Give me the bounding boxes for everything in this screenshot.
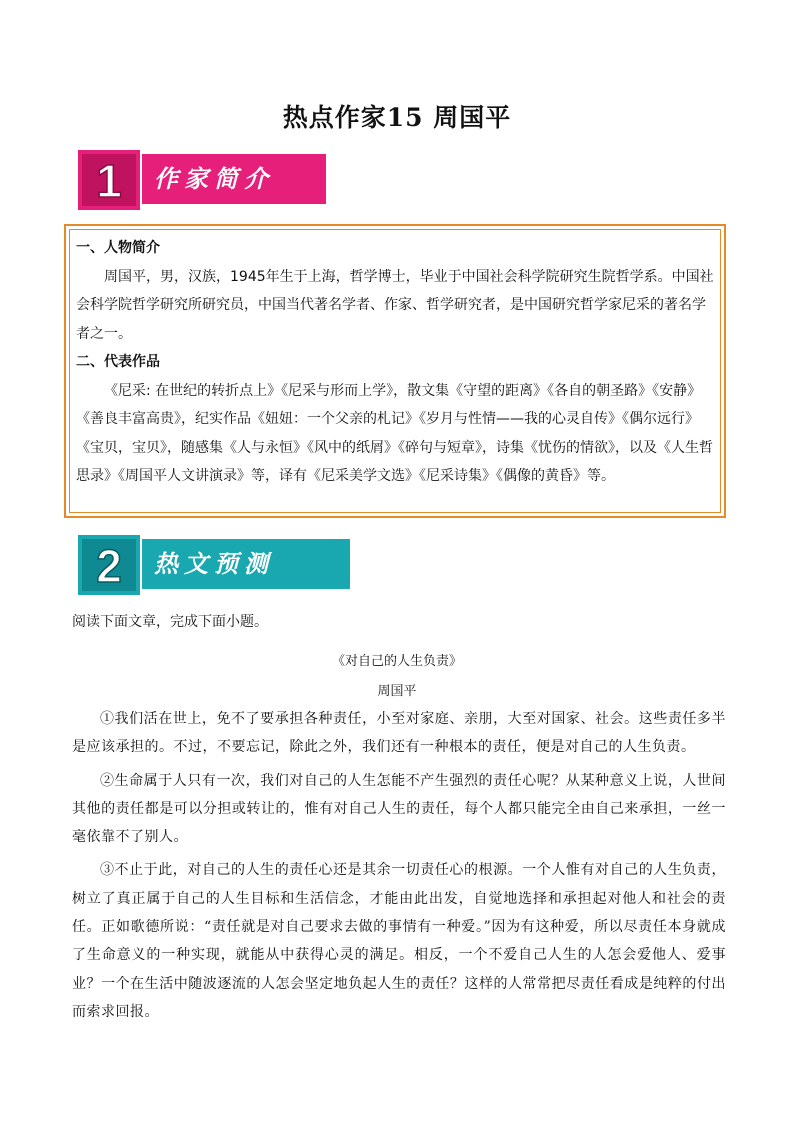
page-title: 热点作家15 周国平: [282, 103, 512, 132]
article-paragraph: ②生命属于人只有一次，我们对自己的人生怎能不产生强烈的责任心呢？从某种意义上说，人世间其他的责任都是可以分担或转让的，惟有对自己人生的责任，每个人都只能完全由自己来承担，一丝一毫依靠不了别人。: [72, 772, 726, 846]
article-paragraph: ①我们活在世上，免不了要承担各种责任，小至对家庭、亲朋，大至对国家、社会。这些责任多半是应该承担的。不过，不要忘记，除此之外，我们还有一种根本的责任，便是对自己的人生负责。: [72, 711, 726, 756]
reading-instruction: 阅读下面文章，完成下面小题。: [72, 614, 268, 630]
article-body: [72, 705, 726, 1031]
section-label: 作家简介: [142, 154, 326, 204]
number-2-badge-icon: [78, 535, 140, 595]
works-list: 《尼采: 在世纪的转折点上》《尼采与形而上学》，散文集《守望的距离》《各自的朝圣路》《安静》《善良丰富高贵》，纪实作品《妞妞：一个父亲的札记》《岁月与性情——我的心灵自传》《偶尔远行》《宝贝，宝贝》，随感集《人与永恒》《风中的纸屑》《碎句与短章》，诗集《忧伤的情欲》，以及《人生哲思录》《周国平人文讲演录》等，译有《尼采美学文选》《尼采诗集》《偶像的黄昏》等。: [76, 382, 713, 484]
svg-text:1: 1: [96, 155, 122, 207]
works-heading: 二、代表作品: [76, 354, 160, 370]
article-author: 周国平: [377, 684, 417, 699]
profile-bio: 周国平，男，汉族，1945年生于上海，哲学博士，毕业于中国社会科学院研究生院哲学系。中国社会科学院哲学研究所研究员，中国当代著名学者、作家、哲学研究者，是中国研究哲学家尼采的著名学者之一。: [76, 268, 714, 342]
article-paragraph: ③不止于此，对自己的人生的责任心还是其余一切责任心的根源。一个人惟有对自己的人生负责，树立了真正属于自己的人生目标和生活信念，才能由此出发，自觉地选择和承担起对他人和社会的责任。正如歌德所说：“责任就是对自己要求去做的事情有一种爱。”因为有这种爱，所以尽责任本身就成了生命意义的一种实现，就能从中获得心灵的满足。相反，一个不爱自己人生的人怎会爱他人、爱事业？一个在生活中随波逐流的人怎会坚定地负起人生的责任？这样的人常常把尽责任看成是纯粹的付出而索求回报。: [72, 862, 726, 1020]
article-title: 《对自己的人生负责》: [331, 654, 462, 669]
profile-heading: 一、人物简介: [76, 240, 160, 256]
section-label: 热文预测: [142, 539, 350, 589]
number-1-badge-icon: [78, 150, 140, 210]
svg-text:2: 2: [96, 540, 122, 592]
author-profile-box: [64, 224, 726, 518]
